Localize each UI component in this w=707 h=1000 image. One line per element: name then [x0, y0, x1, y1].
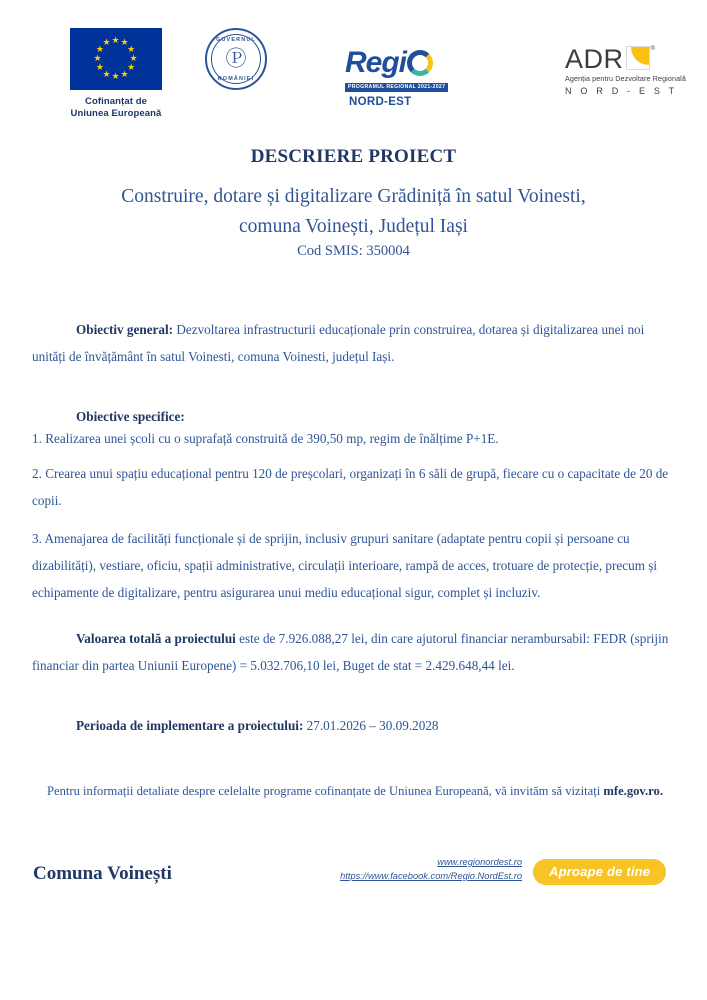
adr-letters-text: ADR: [565, 44, 624, 74]
regio-website-link[interactable]: www.regionordest.ro: [437, 857, 522, 867]
eu-caption-line2: Uniunea Europeană: [70, 108, 162, 119]
regio-logo-block: [345, 48, 485, 114]
specific-objective-3: 3. Amenajarea de facilități funcționale și de sprijin, inclusiv grupuri sanitare (adaptate pentru copii și persoane cu dizabilități), vestiare, oficiu, spații administrative, circulații interioare, rampă de acces, trotuare de protecție, precum și echipamente de digitalizare, pentru asigurarea unui mediu educațional sigur, complet și incluziv.: [32, 531, 658, 601]
beneficiary-name: Comuna Voinești: [33, 863, 172, 884]
adr-region-label: N O R D - E S T: [565, 86, 678, 96]
project-title-line1: Construire, dotare și digitalizare Grădiniță în satul Voinesti,: [121, 186, 586, 207]
specific-objective-2: 2. Crearea unui spațiu educațional pentru 120 de preșcolari, organizați în 6 săli de grupă, fiecare cu o capacitate de 20 de copii.: [32, 466, 669, 509]
regio-tagline: PROGRAMUL REGIONAL 2021-2027: [345, 83, 448, 92]
aproape-de-tine-badge: Aproape de tine: [533, 859, 666, 885]
regio-bottom-row: [345, 78, 485, 114]
eu-flag-icon: [70, 28, 162, 90]
implementation-period-label: Perioada de implementare a proiectului:: [76, 718, 304, 734]
government-logo-block: [196, 28, 276, 90]
regio-region-label: NORD-EST: [349, 96, 412, 108]
project-value-paragraph: [32, 625, 678, 679]
adr-logo-block: [565, 46, 695, 96]
footer-links: [300, 855, 522, 883]
regio-facebook-link[interactable]: https://www.facebook.com/Regio.NordEst.ro: [340, 871, 522, 881]
specific-objective-1: 1. Realizarea unei școli cu o suprafață construită de 390,50 mp, regim de înălțime P+1E.: [32, 431, 499, 447]
smis-code: Cod SMIS: 350004: [297, 243, 410, 259]
guvernul-romaniei-seal-icon: [205, 28, 267, 90]
footer-note-site: mfe.gov.ro.: [603, 783, 663, 798]
footer-note-paragraph: [32, 779, 678, 803]
eu-logo-caption: [36, 96, 196, 120]
logo-bar: [0, 22, 707, 122]
regio-ring-icon: [407, 50, 433, 76]
eu-caption-line1: Cofinanțat de: [85, 96, 147, 107]
eagle-emblem-icon: Ⓟ: [225, 46, 247, 71]
footer-note-text: Pentru informații detaliate despre celelalte programe cofinanțate de Uniunea Europeană, vă invităm să vizitați: [47, 783, 604, 798]
adr-top-row: [565, 46, 695, 73]
implementation-period-text: 27.01.2026 – 30.09.2028: [303, 718, 439, 734]
implementation-period-paragraph: [32, 712, 678, 739]
regio-word-text: Regi: [345, 46, 407, 79]
objective-general-label: Obiectiv general:: [76, 322, 174, 338]
project-value-text: este de 7.926.088,27 lei, din care ajutorul financiar nerambursabil: FEDR (sprijin financiar din partea Uniunii Europene) = 5.032.706,10 lei, Buget de stat = 2.429.648,44 lei.: [32, 631, 669, 674]
objective-general-paragraph: [32, 316, 678, 370]
seal-arc-top: GUVERNUL: [216, 37, 256, 43]
objectives-specific-heading: Obiective specifice:: [76, 409, 185, 425]
seal-arc-bottom: ROMÂNIEI: [217, 76, 255, 82]
adr-subtitle: Agenția pentru Dezvoltare Regională: [565, 74, 686, 83]
page-title: DESCRIERE PROIECT: [250, 146, 457, 167]
footer-bar: [0, 855, 707, 905]
adr-registered-mark: ®: [650, 46, 655, 52]
project-value-label: Valoarea totală a proiectului: [76, 631, 236, 647]
adr-square-icon: [626, 46, 650, 70]
eu-logo-block: [36, 28, 196, 120]
project-title-line2: comuna Voinești, Județul Iași: [239, 216, 468, 237]
project-title: [60, 182, 647, 242]
regio-wordmark: [345, 48, 485, 78]
objective-general-text: Dezvoltarea infrastructurii educaționale prin construirea, dotarea și digitalizarea unei noi unități de învățământ în satul Voinesti, comuna Voinesti, județul Iași.: [32, 322, 645, 365]
